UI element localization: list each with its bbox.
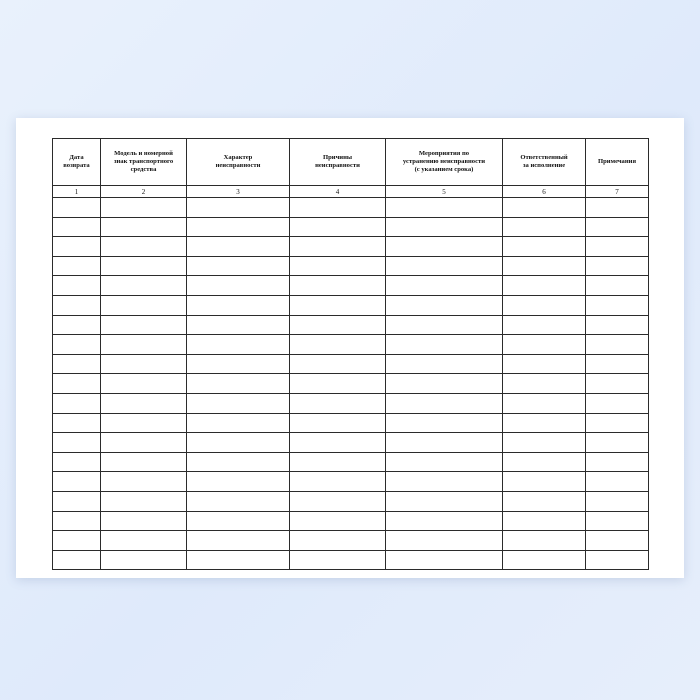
table-cell[interactable] — [586, 433, 649, 453]
vehicle-defect-log-table — [52, 138, 649, 570]
table-cell[interactable] — [187, 295, 290, 315]
table-cell[interactable] — [53, 217, 101, 237]
table-cell[interactable] — [101, 413, 187, 433]
table-row — [53, 472, 649, 492]
table-cell[interactable] — [53, 335, 101, 355]
table-cell[interactable] — [386, 393, 503, 413]
table-cell[interactable] — [503, 256, 586, 276]
table-cell[interactable] — [586, 276, 649, 296]
table-cell[interactable] — [53, 511, 101, 531]
table-cell[interactable] — [101, 472, 187, 492]
table-cell[interactable] — [503, 491, 586, 511]
table-row — [53, 315, 649, 335]
table-cell[interactable] — [386, 354, 503, 374]
table-cell[interactable] — [503, 276, 586, 296]
table-cell[interactable] — [503, 413, 586, 433]
table-row — [53, 335, 649, 355]
table-row — [53, 354, 649, 374]
table-cell[interactable] — [290, 491, 386, 511]
table-cell[interactable] — [187, 413, 290, 433]
table-cell[interactable] — [53, 237, 101, 257]
table-cell[interactable] — [386, 217, 503, 237]
table-cell[interactable] — [586, 237, 649, 257]
table-cell[interactable] — [187, 511, 290, 531]
column-header-notes: Примечания — [586, 139, 649, 186]
table-row — [53, 452, 649, 472]
column-number-1: 1 — [53, 186, 101, 198]
table-cell[interactable] — [101, 237, 187, 257]
table-cell[interactable] — [187, 531, 290, 551]
table-cell[interactable] — [187, 256, 290, 276]
table-cell[interactable] — [53, 531, 101, 551]
table-container — [52, 138, 648, 570]
table-cell[interactable] — [187, 315, 290, 335]
table-cell[interactable] — [101, 452, 187, 472]
table-cell[interactable] — [290, 433, 386, 453]
table-cell[interactable] — [386, 315, 503, 335]
table-cell[interactable] — [53, 491, 101, 511]
table-cell[interactable] — [586, 295, 649, 315]
table-row — [53, 374, 649, 394]
table-cell[interactable] — [53, 374, 101, 394]
table-cell[interactable] — [586, 256, 649, 276]
column-number-5: 5 — [386, 186, 503, 198]
table-row — [53, 433, 649, 453]
table-cell[interactable] — [503, 472, 586, 492]
table-cell[interactable] — [290, 354, 386, 374]
table-cell[interactable] — [53, 550, 101, 570]
table-cell[interactable] — [187, 452, 290, 472]
table-cell[interactable] — [386, 511, 503, 531]
table-cell[interactable] — [290, 374, 386, 394]
table-cell[interactable] — [53, 472, 101, 492]
table-row — [53, 295, 649, 315]
table-cell[interactable] — [187, 433, 290, 453]
column-number-7: 7 — [586, 186, 649, 198]
table-cell[interactable] — [101, 550, 187, 570]
table-cell[interactable] — [503, 452, 586, 472]
table-cell[interactable] — [586, 511, 649, 531]
header-row — [53, 139, 649, 186]
column-number-2: 2 — [101, 186, 187, 198]
table-cell[interactable] — [101, 354, 187, 374]
table-row — [53, 198, 649, 218]
table-cell[interactable] — [290, 550, 386, 570]
table-cell[interactable] — [503, 295, 586, 315]
table-cell[interactable] — [290, 472, 386, 492]
table-cell[interactable] — [386, 491, 503, 511]
table-cell[interactable] — [290, 315, 386, 335]
table-cell[interactable] — [187, 217, 290, 237]
column-header-return-date: Дата возврата — [53, 139, 101, 186]
table-cell[interactable] — [187, 550, 290, 570]
column-header-vehicle-model-plate: Модель и номерной знак транспортного средства — [101, 139, 187, 186]
table-cell[interactable] — [53, 354, 101, 374]
table-cell[interactable] — [187, 276, 290, 296]
table-cell[interactable] — [187, 374, 290, 394]
table-cell[interactable] — [53, 276, 101, 296]
table-cell[interactable] — [53, 315, 101, 335]
table-cell[interactable] — [290, 452, 386, 472]
table-cell[interactable] — [101, 217, 187, 237]
column-number-4: 4 — [290, 186, 386, 198]
table-cell[interactable] — [187, 354, 290, 374]
table-cell[interactable] — [101, 198, 187, 218]
table-cell[interactable] — [101, 295, 187, 315]
table-cell[interactable] — [386, 237, 503, 257]
table-cell[interactable] — [53, 393, 101, 413]
table-row — [53, 413, 649, 433]
table-row — [53, 531, 649, 551]
table-cell[interactable] — [586, 217, 649, 237]
table-cell[interactable] — [503, 217, 586, 237]
table-cell[interactable] — [586, 413, 649, 433]
table-cell[interactable] — [386, 433, 503, 453]
table-cell[interactable] — [586, 491, 649, 511]
table-cell[interactable] — [290, 256, 386, 276]
table-cell[interactable] — [101, 256, 187, 276]
table-cell[interactable] — [101, 335, 187, 355]
table-row — [53, 256, 649, 276]
table-row — [53, 237, 649, 257]
column-number-6: 6 — [503, 186, 586, 198]
table-cell[interactable] — [586, 354, 649, 374]
table-cell[interactable] — [290, 335, 386, 355]
table-cell[interactable] — [503, 531, 586, 551]
table-cell[interactable] — [53, 198, 101, 218]
table-cell[interactable] — [386, 452, 503, 472]
table-cell[interactable] — [101, 433, 187, 453]
document-sheet — [16, 118, 684, 578]
table-cell[interactable] — [503, 374, 586, 394]
table-cell[interactable] — [586, 374, 649, 394]
table-cell[interactable] — [290, 393, 386, 413]
table-cell[interactable] — [101, 374, 187, 394]
table-cell[interactable] — [290, 217, 386, 237]
table-cell[interactable] — [187, 491, 290, 511]
table-cell[interactable] — [386, 531, 503, 551]
table-cell[interactable] — [586, 315, 649, 335]
table-cell[interactable] — [503, 354, 586, 374]
table-cell[interactable] — [101, 511, 187, 531]
table-row — [53, 217, 649, 237]
column-number-row — [53, 186, 649, 198]
table-cell[interactable] — [290, 413, 386, 433]
table-cell[interactable] — [386, 472, 503, 492]
table-cell[interactable] — [386, 198, 503, 218]
table-cell[interactable] — [586, 452, 649, 472]
column-number-3: 3 — [187, 186, 290, 198]
table-cell[interactable] — [386, 295, 503, 315]
table-cell[interactable] — [101, 491, 187, 511]
table-cell[interactable] — [503, 315, 586, 335]
column-header-responsible-person: Ответственный за исполнение — [503, 139, 586, 186]
table-cell[interactable] — [290, 295, 386, 315]
table-cell[interactable] — [503, 237, 586, 257]
table-cell[interactable] — [290, 237, 386, 257]
table-cell[interactable] — [290, 198, 386, 218]
table-cell[interactable] — [290, 276, 386, 296]
table-body — [53, 198, 649, 570]
table-cell[interactable] — [101, 315, 187, 335]
table-cell[interactable] — [586, 472, 649, 492]
table-cell[interactable] — [586, 198, 649, 218]
table-row — [53, 491, 649, 511]
table-cell[interactable] — [386, 256, 503, 276]
table-cell[interactable] — [101, 531, 187, 551]
table-cell[interactable] — [503, 198, 586, 218]
table-cell[interactable] — [53, 452, 101, 472]
table-cell[interactable] — [586, 531, 649, 551]
table-cell[interactable] — [503, 335, 586, 355]
table-cell[interactable] — [386, 335, 503, 355]
column-header-defect-causes: Причины неисправности — [290, 139, 386, 186]
table-cell[interactable] — [101, 276, 187, 296]
table-cell[interactable] — [101, 393, 187, 413]
table-cell[interactable] — [503, 511, 586, 531]
table-cell[interactable] — [386, 550, 503, 570]
table-cell[interactable] — [187, 393, 290, 413]
table-cell[interactable] — [290, 531, 386, 551]
table-cell[interactable] — [53, 413, 101, 433]
column-header-defect-nature: Характер неисправности — [187, 139, 290, 186]
column-header-corrective-actions: Мероприятия по устранению неисправности (с указанием срока) — [386, 139, 503, 186]
table-cell[interactable] — [386, 413, 503, 433]
table-cell[interactable] — [187, 237, 290, 257]
table-cell[interactable] — [53, 433, 101, 453]
table-row — [53, 511, 649, 531]
table-head — [53, 139, 649, 198]
table-cell[interactable] — [187, 335, 290, 355]
table-cell[interactable] — [187, 198, 290, 218]
table-row — [53, 276, 649, 296]
table-row — [53, 393, 649, 413]
table-cell[interactable] — [53, 256, 101, 276]
table-cell[interactable] — [386, 276, 503, 296]
table-cell[interactable] — [586, 393, 649, 413]
table-cell[interactable] — [503, 550, 586, 570]
table-cell[interactable] — [53, 295, 101, 315]
table-cell[interactable] — [503, 393, 586, 413]
table-cell[interactable] — [586, 550, 649, 570]
table-cell[interactable] — [187, 472, 290, 492]
table-cell[interactable] — [586, 335, 649, 355]
table-cell[interactable] — [290, 511, 386, 531]
table-cell[interactable] — [503, 433, 586, 453]
table-cell[interactable] — [386, 374, 503, 394]
table-row — [53, 550, 649, 570]
